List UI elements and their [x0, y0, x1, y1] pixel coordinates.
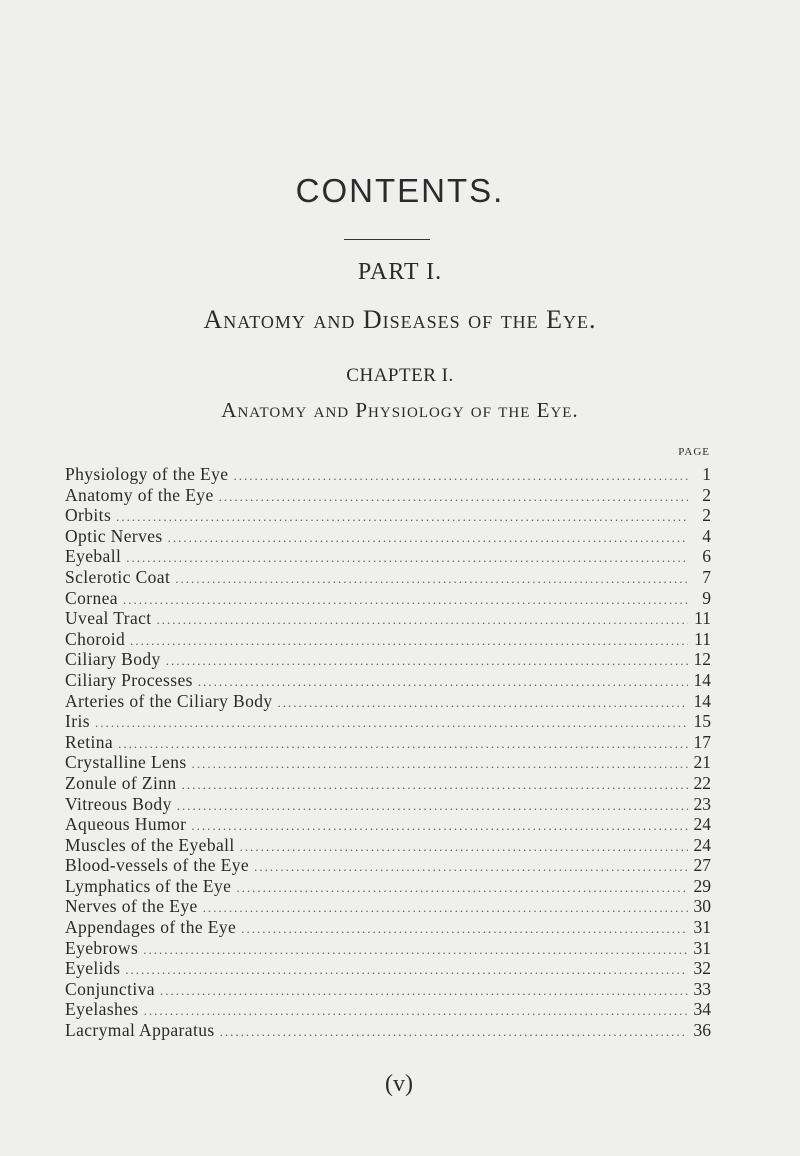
toc-leader-dots — [240, 837, 688, 858]
toc-entry-label: Aqueous Humor — [65, 814, 187, 835]
toc-entry-page: 14 — [693, 669, 711, 690]
toc-entry-label: Eyelids — [65, 958, 121, 979]
toc-leader-dots — [125, 960, 688, 981]
toc-leader-dots — [168, 528, 688, 549]
toc-entry-page: 27 — [693, 855, 711, 876]
toc-entry — [65, 896, 711, 917]
toc-leader-dots — [278, 693, 688, 714]
toc-entry-label: Optic Nerves — [65, 525, 163, 546]
toc-leader-dots — [126, 548, 688, 569]
toc-entry-label: Arteries of the Ciliary Body — [65, 690, 273, 711]
toc-entry-page: 31 — [693, 917, 711, 938]
toc-entry-page: 23 — [693, 793, 711, 814]
toc-entry-label: Muscles of the Eyeball — [65, 834, 235, 855]
toc-entry-page: 32 — [693, 958, 711, 979]
toc-leader-dots — [160, 981, 688, 1002]
toc-entry-label: Ciliary Body — [65, 649, 161, 670]
toc-entry — [65, 608, 711, 629]
heading-rule — [344, 239, 430, 240]
toc-leader-dots — [192, 754, 688, 775]
toc-leader-dots — [254, 857, 688, 878]
toc-entry-label: Zonule of Zinn — [65, 772, 177, 793]
toc-leader-dots — [116, 507, 688, 528]
toc-entry-label: Vitreous Body — [65, 793, 172, 814]
toc-entry-page: 2 — [702, 505, 711, 526]
toc-entry — [65, 485, 711, 506]
toc-entry-page: 24 — [693, 834, 711, 855]
toc-leader-dots — [144, 1001, 688, 1022]
toc-entry-label: Lymphatics of the Eye — [65, 875, 232, 896]
toc-entry-page: 14 — [693, 690, 711, 711]
toc-entry-page: 9 — [702, 587, 711, 608]
toc-entry-page: 4 — [702, 525, 711, 546]
toc-entry-label: Blood-vessels of the Eye — [65, 855, 250, 876]
toc-entry-label: Uveal Tract — [65, 608, 152, 629]
toc-entry-label: Physiology of the Eye — [65, 464, 229, 484]
toc-entry — [65, 505, 711, 526]
toc-entry-page: 11 — [694, 608, 711, 629]
toc-entry-label: Crystalline Lens — [65, 752, 187, 773]
part-subtitle: Anatomy and Diseases of the Eye. — [203, 305, 597, 334]
toc-entry — [65, 938, 711, 959]
toc-entry — [65, 794, 711, 815]
toc-entry-page: 17 — [693, 731, 711, 752]
toc-entry-label: Nerves of the Eye — [65, 896, 198, 917]
toc-leader-dots — [198, 672, 688, 693]
toc-leader-dots — [182, 775, 688, 796]
toc-entry — [65, 670, 711, 691]
toc-leader-dots — [130, 631, 688, 652]
toc-entry — [65, 752, 711, 773]
toc-entry-label: Choroid — [65, 628, 126, 649]
toc-leader-dots — [220, 1022, 688, 1043]
toc-entry — [65, 649, 711, 670]
toc-entry — [65, 588, 711, 609]
chapter-subtitle: Anatomy and Physiology of the Eye. — [221, 398, 579, 422]
toc-entry-label: Eyeball — [65, 546, 122, 567]
chapter-title: CHAPTER I. — [346, 365, 454, 386]
contents-heading: CONTENTS. — [295, 172, 505, 209]
toc-entry-page: 29 — [693, 875, 711, 896]
toc-leader-dots — [236, 878, 688, 899]
toc-entry — [65, 958, 711, 979]
toc-entry-label: Iris — [65, 711, 90, 732]
toc-leader-dots — [123, 590, 688, 611]
toc-leader-dots — [175, 569, 688, 590]
toc-entry-page: 21 — [693, 752, 711, 773]
toc-entry — [65, 876, 711, 897]
toc-leader-dots — [177, 796, 688, 817]
page-folio: (v) — [385, 1071, 413, 1097]
toc-entry — [65, 855, 711, 876]
toc-entry-page: 34 — [693, 999, 711, 1020]
toc-entry — [65, 814, 711, 835]
toc-entry — [65, 999, 711, 1020]
toc-entry-page: 36 — [693, 1020, 711, 1041]
toc-leader-dots — [143, 940, 688, 961]
toc-entry-label: Anatomy of the Eye — [65, 484, 214, 505]
toc-entry-page: 2 — [702, 484, 711, 505]
part-title: PART I. — [357, 259, 443, 285]
toc-entry-page: 33 — [693, 978, 711, 999]
toc-entry-page: 12 — [693, 649, 711, 670]
toc-entry — [65, 711, 711, 732]
toc-leader-dots — [118, 734, 688, 755]
toc-entry-label: Retina — [65, 731, 114, 752]
toc-entry — [65, 773, 711, 794]
toc-leader-dots — [241, 919, 688, 940]
toc-leader-dots — [95, 713, 688, 734]
toc-entry — [65, 732, 711, 753]
toc-entry — [65, 1020, 711, 1041]
toc-entry-page: 1 — [702, 464, 711, 484]
toc-entry — [65, 526, 711, 547]
toc-entry-page: 6 — [702, 546, 711, 567]
toc-entry — [65, 567, 711, 588]
toc-entry-label: Appendages of the Eye — [65, 917, 237, 938]
toc-entry-label: Orbits — [65, 505, 112, 526]
toc-leader-dots — [166, 651, 688, 672]
toc-leader-dots — [233, 466, 688, 487]
toc-leader-dots — [203, 898, 688, 919]
toc-entry-label: Sclerotic Coat — [65, 566, 171, 587]
toc-entry-label: Ciliary Processes — [65, 669, 193, 690]
toc-entry-label: Cornea — [65, 587, 118, 608]
toc-entry — [65, 917, 711, 938]
toc-entry-label: Eyelashes — [65, 999, 139, 1020]
toc-entry-page: 22 — [693, 772, 711, 793]
toc-entry — [65, 691, 711, 712]
page-column-heading: PAGE — [678, 446, 710, 458]
toc-entry-label: Lacrymal Apparatus — [65, 1020, 215, 1041]
toc-entry — [65, 979, 711, 1000]
toc-entry — [65, 629, 711, 650]
toc-entry-page: 11 — [694, 628, 711, 649]
toc-entry-label: Eyebrows — [65, 937, 139, 958]
toc-leader-dots — [191, 816, 688, 837]
toc-entry-page: 15 — [693, 711, 711, 732]
toc-entry — [65, 835, 711, 856]
toc-entry-label: Conjunctiva — [65, 978, 155, 999]
toc-entry — [65, 546, 711, 567]
toc-leader-dots — [157, 610, 688, 631]
toc-entry — [65, 464, 711, 485]
toc-entry-page: 24 — [693, 814, 711, 835]
toc-leader-dots — [219, 487, 688, 508]
toc-entry-page: 31 — [693, 937, 711, 958]
toc-entry-page: 7 — [702, 566, 711, 587]
toc-entry-page: 30 — [693, 896, 711, 917]
table-of-contents — [65, 464, 711, 1041]
